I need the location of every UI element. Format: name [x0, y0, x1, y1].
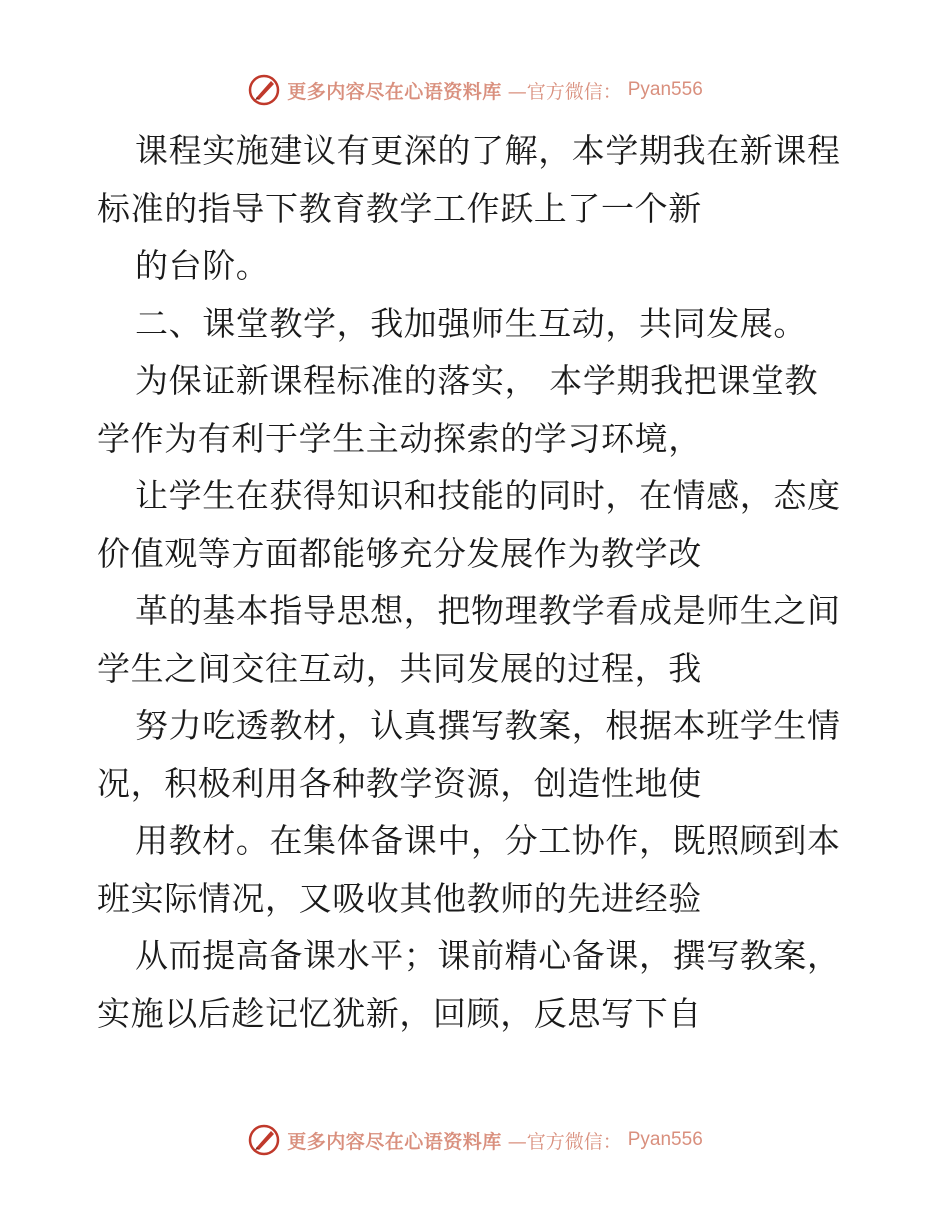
quill-circle-icon: [247, 73, 281, 107]
text-line: 二、课堂教学，我加强师生互动，共同发展。: [135, 303, 807, 343]
watermark-official-text: —官方微信：: [507, 1130, 622, 1153]
text-line: 课程实施建议有更深的了解，本学期我在新课程: [135, 131, 841, 170]
text-line: 为保证新课程标准的落实， 本学期我把课堂教: [135, 361, 819, 400]
watermark-wechat-id: Pyan556: [627, 1129, 703, 1150]
text-line: 学生之间交往互动，共同发展的过程，我: [97, 648, 702, 688]
text-line: 实施以后趁记忆犹新，回顾，反思写下自: [97, 993, 702, 1033]
watermark-brand-text: 更多内容尽在心语资料库: [287, 80, 502, 103]
text-line: 用教材。在集体备课中，分工协作，既照顾到本: [135, 821, 841, 860]
watermark-brand-text: 更多内容尽在心语资料库: [287, 1130, 502, 1153]
text-line: 价值观等方面都能够充分发展作为教学改: [97, 533, 702, 573]
text-line: 学作为有利于学生主动探索的学习环境，: [97, 418, 702, 458]
text-line: 从而提高备课水平；课前精心备课，撰写教案，: [135, 936, 841, 975]
header-watermark: [0, 70, 950, 110]
watermark-wechat-id: Pyan556: [627, 79, 703, 100]
text-line: 况，积极利用各种教学资源，创造性地使: [97, 763, 702, 803]
watermark-official-text: —官方微信：: [507, 80, 622, 103]
text-line: 标准的指导下教育教学工作跃上了一个新: [97, 188, 702, 228]
text-line: 让学生在获得知识和技能的同时，在情感，态度: [135, 476, 841, 515]
text-line: 努力吃透教材，认真撰写教案，根据本班学生情: [135, 706, 841, 745]
text-line: 革的基本指导思想，把物理教学看成是师生之间: [135, 591, 841, 630]
footer-watermark: [0, 1120, 950, 1160]
quill-circle-icon: [247, 1123, 281, 1157]
text-line: 班实际情况，又吸收其他教师的先进经验: [97, 878, 702, 918]
text-line: 的台阶。: [135, 246, 270, 285]
document-body: [97, 122, 857, 1042]
